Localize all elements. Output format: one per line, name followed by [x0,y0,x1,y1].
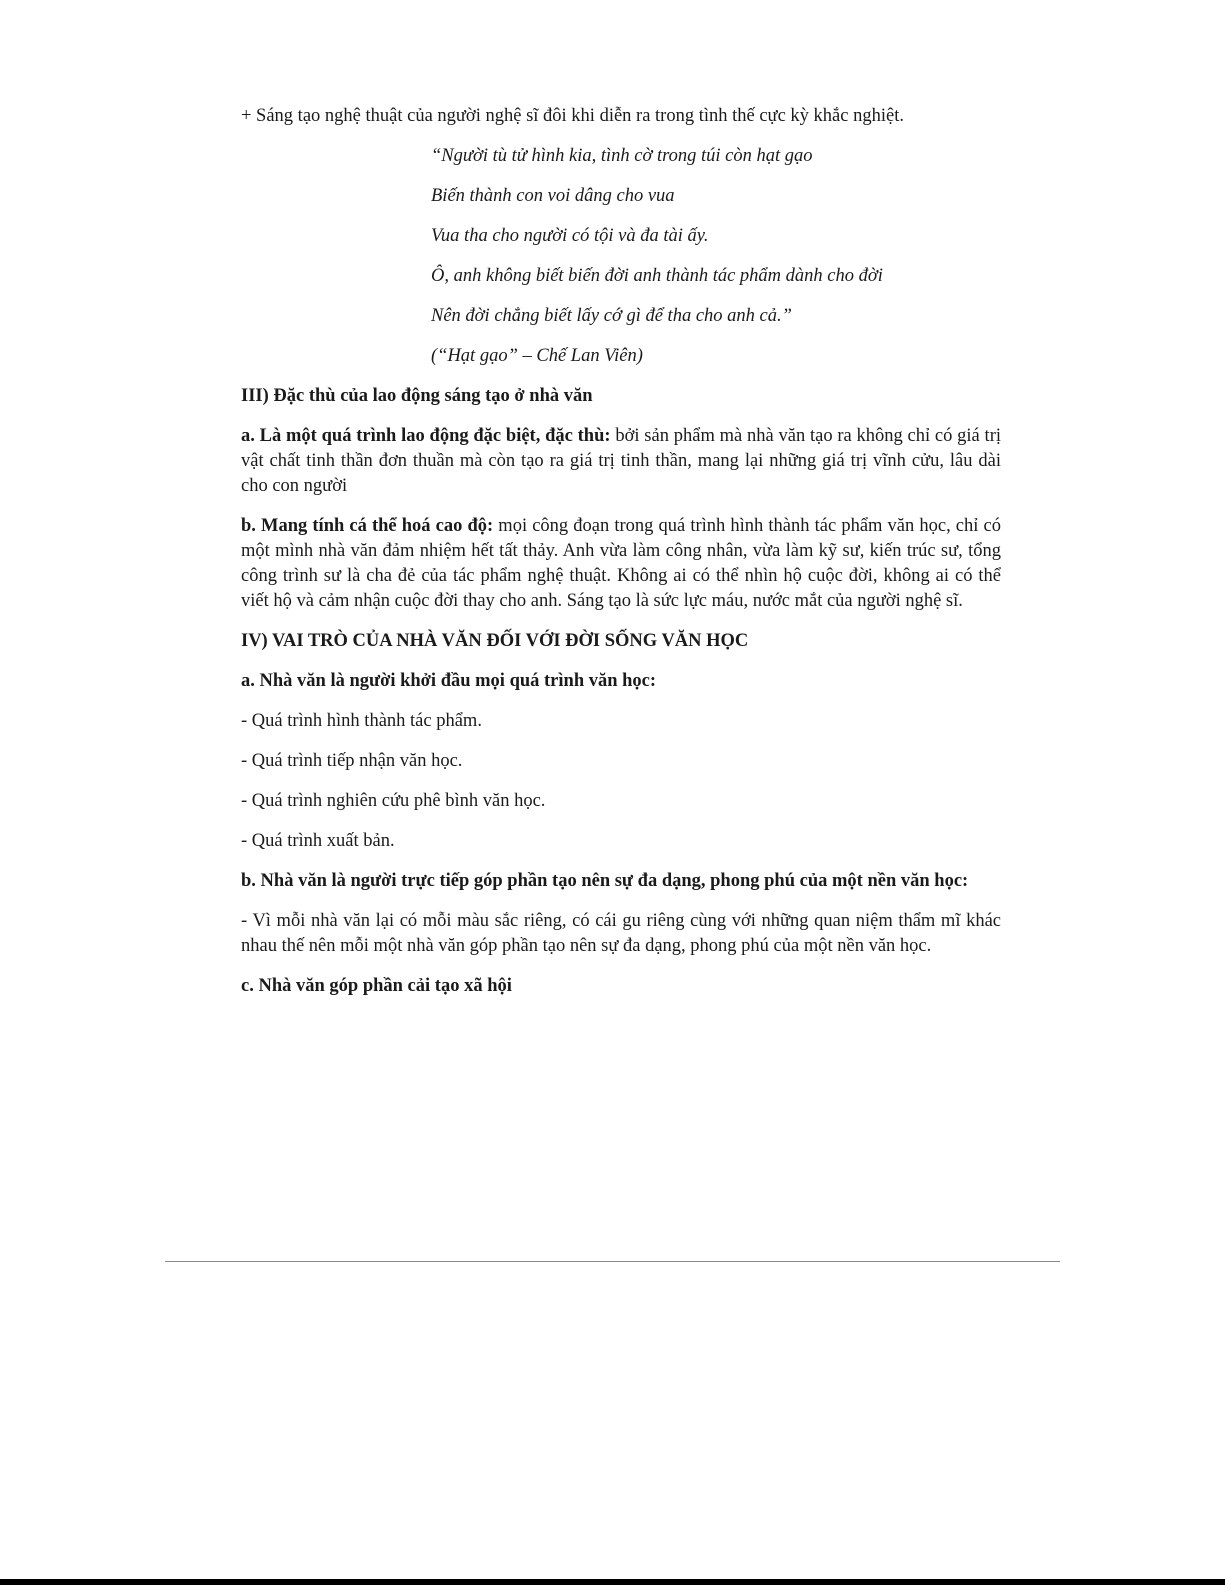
section-3a-label: a. Là một quá trình lao động đặc biệt, đặc thù: [241,426,611,446]
section-3b-text: mọi công đoạn trong quá trình hình thành tác phẩm văn học, chỉ có một mình nhà văn đảm nhiệm hết tất thảy. Anh vừa làm công nhân, vừa làm kỹ sư, kiến trúc sư, tổng công trình sư là cha đẻ của tác phẩm nghệ thuật. Không ai có thể nhìn hộ cuộc đời, không ai có thể viết hộ và cảm nhận cuộc đời thay cho anh. Sáng tạo là sức lực máu, nước mắt của người nghệ sĩ. [241,516,1001,611]
poem-line: Biến thành con voi dâng cho vua [431,186,675,206]
poem-line: Nên đời chẳng biết lấy cớ gì để tha cho anh cả.” [431,306,792,326]
footer-divider [165,1261,1060,1262]
bottom-edge-bar [0,1579,1225,1585]
section-3b-paragraph [241,514,1001,614]
list-item: - Quá trình nghiên cứu phê bình văn học. [241,791,546,811]
section-3a-paragraph [241,424,1001,499]
list-item: - Quá trình xuất bản. [241,831,395,851]
poem-line: Ô, anh không biết biến đời anh thành tác phẩm dành cho đời [431,266,883,286]
section-3-heading: III) Đặc thù của lao động sáng tạo ở nhà văn [241,386,593,406]
section-4c-heading: c. Nhà văn góp phần cải tạo xã hội [241,976,512,996]
list-item: - Quá trình tiếp nhận văn học. [241,751,463,771]
document-body [241,104,1001,1014]
intro-paragraph: + Sáng tạo nghệ thuật của người nghệ sĩ đôi khi diễn ra trong tình thế cực kỳ khắc nghiệt. [241,106,904,126]
section-4b-heading: b. Nhà văn là người trực tiếp góp phần tạo nên sự đa dạng, phong phú của một nền văn học: [241,871,969,891]
poem-line: Vua tha cho người có tội và đa tài ấy. [431,226,709,246]
list-item: - Quá trình hình thành tác phẩm. [241,711,482,731]
poem-line: “Người tù tử hình kia, tình cờ trong túi còn hạt gạo [431,146,813,166]
poem-citation: (“Hạt gạo” – Chế Lan Viên) [431,346,643,366]
section-3a-text: bởi sản phẩm mà nhà văn tạo ra không chỉ có giá trị vật chất tinh thần đơn thuần mà còn tạo ra giá trị tinh thần, mang lại những giá trị vĩnh cửu, lâu dài cho con người [241,426,1001,496]
section-4a-heading: a. Nhà văn là người khởi đầu mọi quá trình văn học: [241,671,657,691]
poem-block [431,144,1001,369]
section-4-heading: IV) VAI TRÒ CỦA NHÀ VĂN ĐỐI VỚI ĐỜI SỐNG VĂN HỌC [241,631,749,651]
section-4a-list [241,709,1001,854]
section-3b-label: b. Mang tính cá thể hoá cao độ: [241,516,494,536]
section-4b-paragraph: - Vì mỗi nhà văn lại có mỗi màu sắc riêng, có cái gu riêng cùng với những quan niệm thẩm mĩ khác nhau thế nên mỗi một nhà văn góp phần tạo nên sự đa dạng, phong phú của một nền văn học. [241,911,1001,956]
